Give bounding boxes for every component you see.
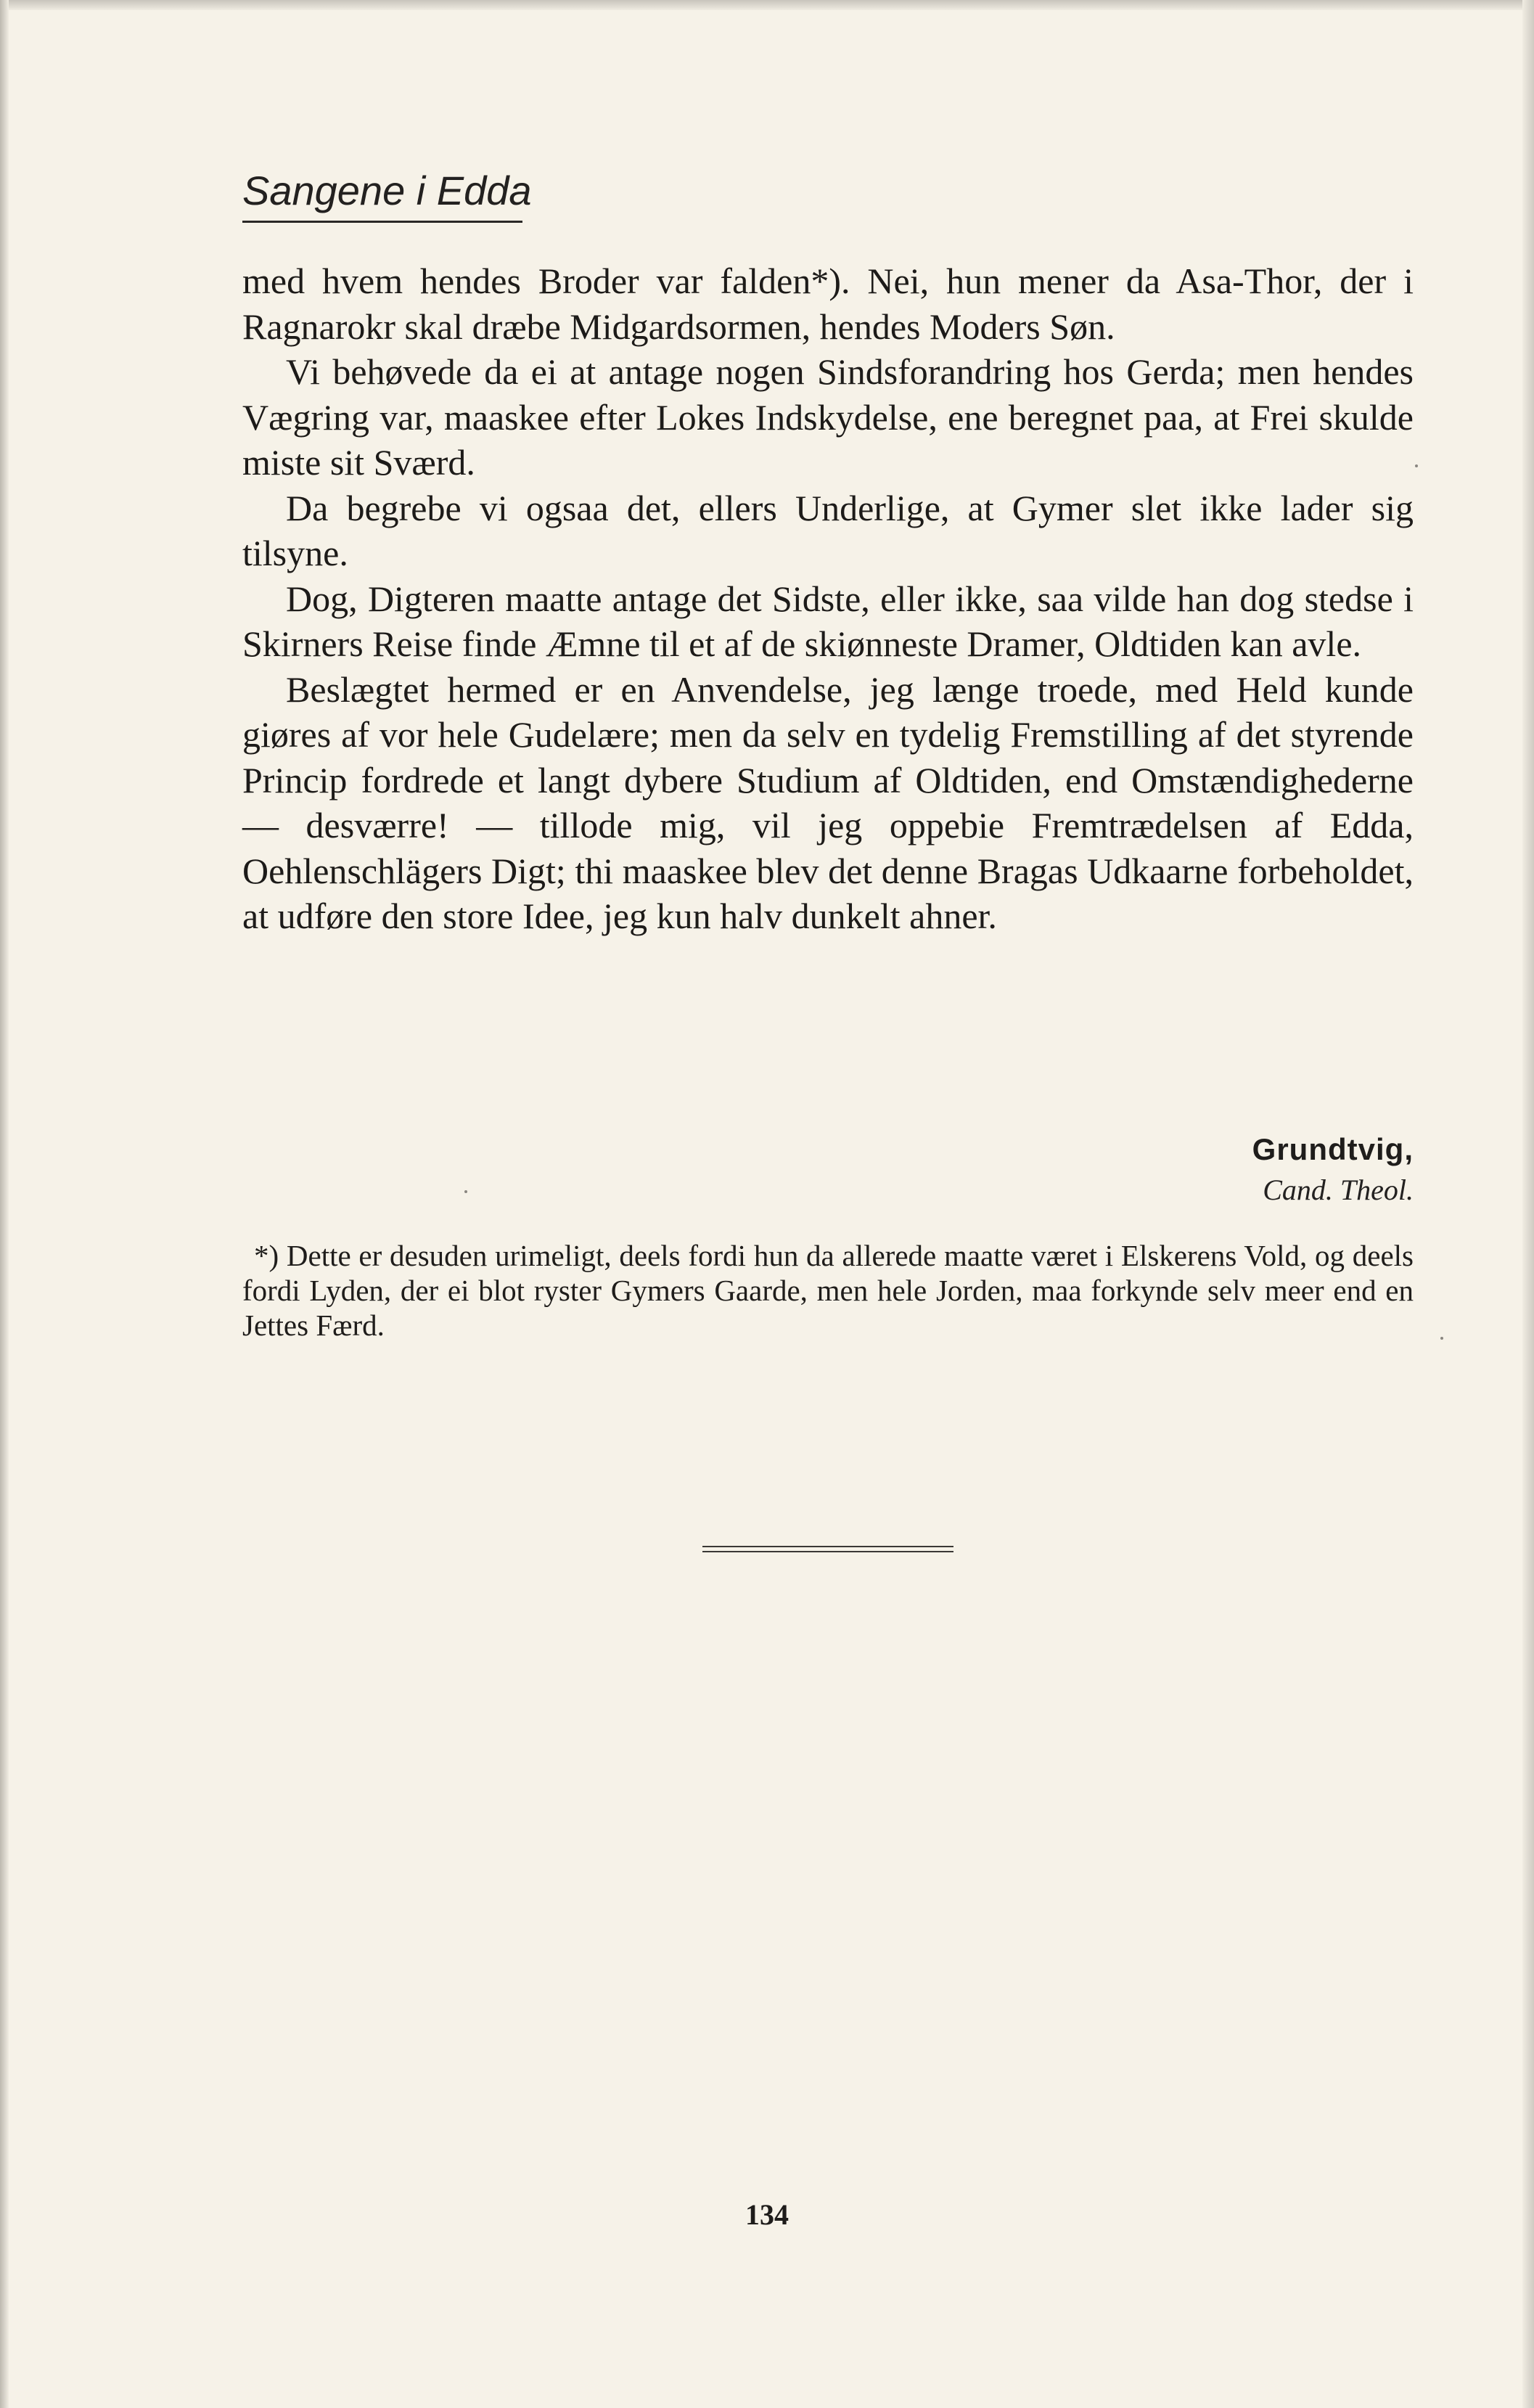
page-top-edge [0,0,1534,10]
ornament-rule-bottom [702,1551,953,1552]
signature-block [1252,1129,1414,1211]
paragraph-5: Beslægtet hermed er en Anvendelse, jeg længe troede, med Held kunde giøres af vor hele Gudelære; men da selv en tydelig Fremstilling af det styrende Princip fordrede et langt dybere Studium af Oldtiden, end Omstændighederne — desværre! — tillode mig, vil jeg oppebie Fremtrædelsen af Edda, Oehlenschlägers Digt; thi maaskee blev det denne Bragas Udkaarne forbeholdet, at udføre den store Idee, jeg kun halv dunkelt ahner. [242,668,1414,936]
end-ornament-double-rule [702,1546,953,1555]
ornament-rule-top [702,1546,953,1547]
signature-name: Grundtvig, [1252,1132,1414,1166]
paragraph-3: Da begrebe vi ogsaa det, ellers Underlige, at Gymer slet ikke lader sig tilsyne. [242,487,1414,573]
page-number: 134 [745,2198,789,2231]
paragraph-1: med hvem hendes Broder var falden*). Nei, hun mener da Asa-Thor, der i Ragnarokr skal dræbe Midgardsormen, hendes Moders Søn. [242,261,1414,347]
signature-title: Cand. Theol. [1263,1174,1414,1206]
paragraph-2: Vi behøvede da ei at antage nogen Sindsforandring hos Gerda; men hendes Vægring var, maaskee efter Lokes Indskydelse, ene beregnet paa, at Frei skulde miste sit Sværd. [242,351,1414,483]
page-right-edge [1522,0,1534,2408]
paragraph-4: Dog, Digteren maatte antage det Sidste, eller ikke, saa vilde han dog stedse i Skirners Reise finde Æmne til et af de skiønneste Dramer, Oldtiden kan avle. [242,578,1414,664]
print-speck [464,1190,467,1193]
body-text [242,258,1414,939]
running-head: Sangene i Edda [242,168,532,213]
print-speck [1440,1337,1443,1340]
running-head-underline [242,221,522,223]
print-speck [1415,464,1418,467]
page-left-edge [0,0,9,2408]
footnote: *) Dette er desuden urimeligt, deels fordi hun da allerede maatte været i Elskerens Vold, og deels fordi Lyden, der ei blot ryster Gymers Gaarde, men hele Jorden, maa forkynde selv meer end en Jettes Færd. [242,1239,1414,1342]
